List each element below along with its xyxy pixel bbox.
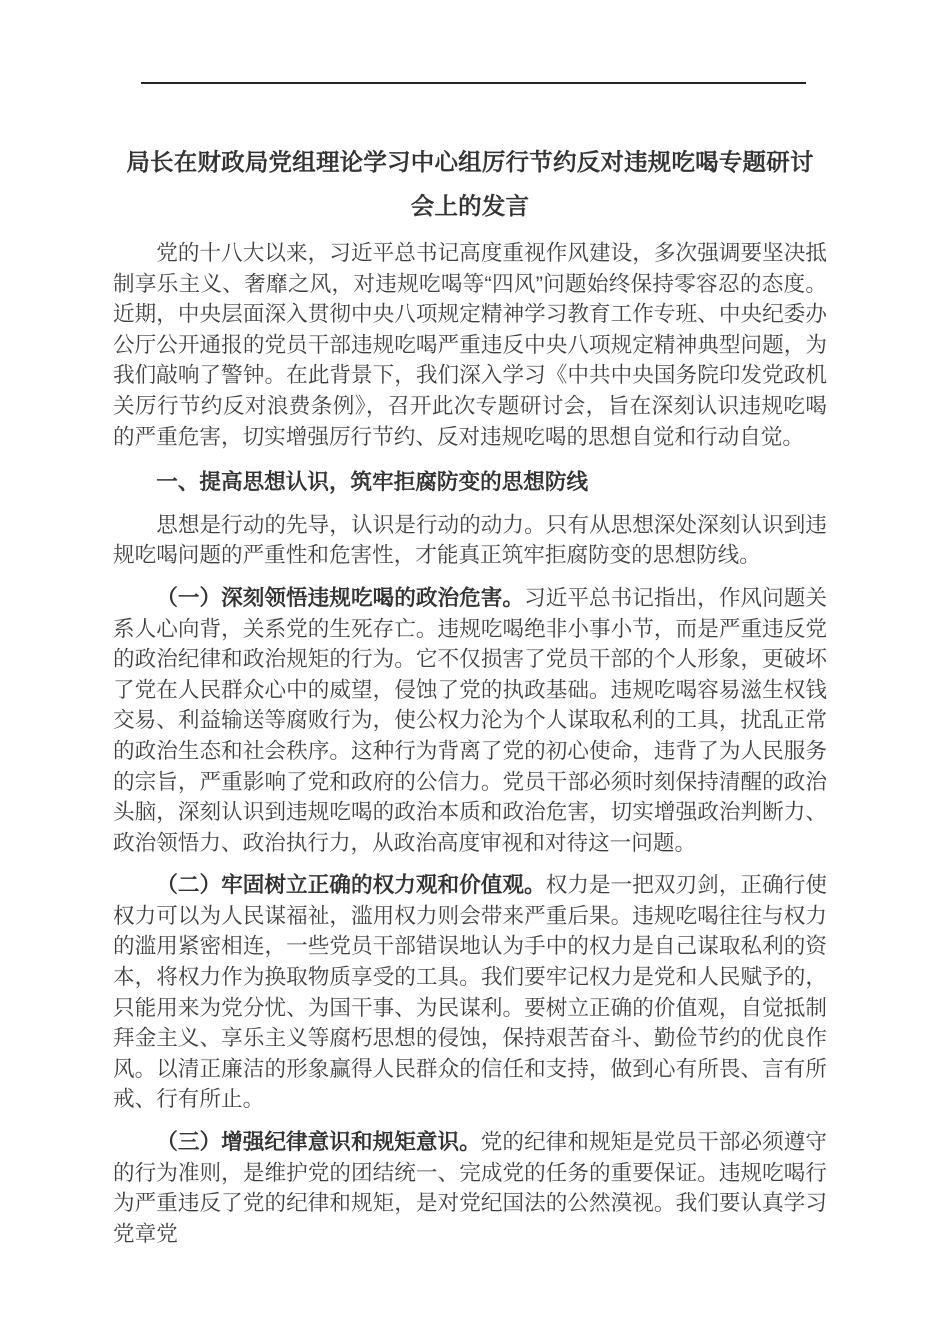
subsection-lead-1: （一）深刻领悟违规吃喝的政治危害。	[156, 584, 525, 610]
section-heading-1: 一、提高思想认识，筑牢拒腐防变的思想防线	[156, 469, 589, 495]
page-bottom-spacer	[113, 1249, 827, 1344]
subsection-body-1: 习近平总书记指出，作风问题关系人心向背，关系党的生死存亡。违规吃喝绝非小事小节，而是严重违反党的政治纪律和政治规矩的行为。它不仅损害了党员干部的个人形象，更破坏了党在人民群众心中的威望，侵蚀了党的执政基础。违规吃喝容易滋生权钱交易、利益输送等腐败行为，使公权力沦为个人谋取私利的工具，扰乱正常的政治生态和社会秩序。这种行为背离了党的初心使命，违背了为人民服务的宗旨，严重影响了党和政府的公信力。党员干部必须时刻保持清醒的政治头脑，深刻认识到违规吃喝的政治本质和政治危害，切实增强政治判断力、政治领悟力、政治执行力，从政治高度审视和对待这一问题。	[113, 584, 827, 855]
subsection-body-2: 权力是一把双刃剑，正确行使权力可以为人民谋福祉，滥用权力则会带来严重后果。违规吃喝往往与权力的滥用紧密相连，一些党员干部错误地认为手中的权力是自己谋取私利的资本，将权力作为换取物质享受的工具。我们要牢记权力是党和人民赋予的，只能用来为党分忧、为国干事、为民谋利。要树立正确的价值观，自觉抵制拜金主义、享乐主义等腐朽思想的侵蚀，保持艰苦奋斗、勤俭节约的优良作风。以清正廉洁的形象赢得人民群众的信任和支持，做到心有所畏、言有所戒、行有所止。	[113, 872, 827, 1112]
subsection-lead-3: （三）增强纪律意识和规矩意识。	[156, 1129, 481, 1155]
paragraph-section1-intro: 思想是行动的先导，认识是行动的动力。只有从思想深处深刻认识到违规吃喝问题的严重性和危害性，才能真正筑牢拒腐防变的思想防线。	[113, 511, 827, 568]
paragraph-subsection-1	[113, 583, 827, 858]
document-body	[113, 140, 827, 1344]
header-divider	[141, 82, 806, 84]
page-title: 局长在财政局党组理论学习中心组厉行节约反对违规吃喝专题研讨会上的发言	[126, 149, 814, 219]
paragraph-subsection-2	[113, 870, 827, 1115]
paragraph-intro: 党的十八大以来，习近平总书记高度重视作风建设，多次强调要坚决抵制享乐主义、奢靡之风，对违规吃喝等“四风”问题始终保持零容忍的态度。近期，中央层面深入贯彻中央八项规定精神学习教育工作专班、中央纪委办公厅公开通报的党员干部违规吃喝严重违反中央八项规定精神典型问题，为我们敲响了警钟。在此背景下，我们深入学习《中共中央国务院印发党政机关厉行节约反对浪费条例》，召开此次专题研讨会，旨在深刻认识违规吃喝的严重危害，切实增强厉行节约、反对违规吃喝的思想自觉和行动自觉。	[113, 240, 827, 449]
paragraph-subsection-3	[113, 1127, 827, 1249]
subsection-lead-2: （二）牢固树立正确的权力观和价值观。	[156, 872, 546, 898]
subsection-body-3: 党的纪律和规矩是党员干部必须遵守的行为准则，是维护党的团结统一、完成党的任务的重要保证。违规吃喝行为严重违反了党的纪律和规矩，是对党纪国法的公然漠视。我们要认真学习党章党	[113, 1129, 827, 1246]
